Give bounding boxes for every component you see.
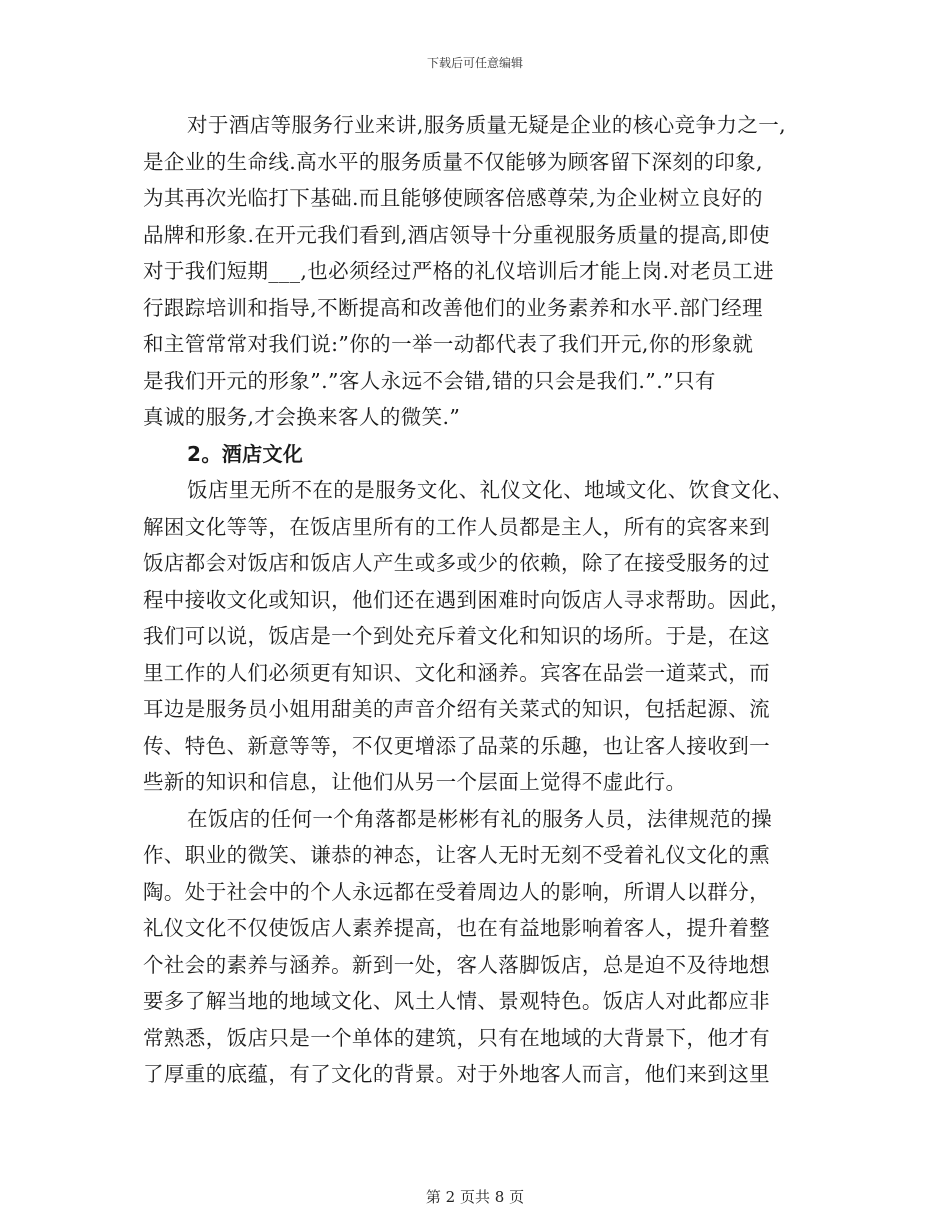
- paragraph-service-quality: [143, 107, 813, 436]
- text-line: 了厚重的底蕴，有了文化的背景。对于外地客人而言，他们来到这里: [143, 1062, 770, 1086]
- text-line: 是我们开元的形象”.”客人永远不会错,错的只会是我们.”.”只有: [143, 368, 716, 393]
- text-line: 作、职业的微笑、谦恭的神态，让客人无时无刻不受着礼仪文化的熏: [143, 843, 770, 867]
- text-line: 耳边是服务员小姐用甜美的声音介绍有关菜式的知识，包括起源、流: [143, 697, 770, 721]
- text-line: 是企业的生命线.高水平的服务质量不仅能够为顾客留下深刻的印象,: [143, 149, 763, 174]
- text-line: 和主管常常对我们说:”你的一举一动都代表了我们开元,你的形象就: [143, 332, 754, 356]
- text-line: 程中接收文化或知识，他们还在遇到困难时向饭店人寻求帮助。因此，: [143, 587, 791, 612]
- text-line: 在饭店的任何一个角落都是彬彬有礼的服务人员，法律规范的操: [187, 806, 773, 831]
- text-line: 里工作的人们必须更有知识、文化和涵养。宾客在品尝一道菜式，而: [143, 660, 770, 685]
- text-line: 常熟悉，饭店只是一个单体的建筑，只有在地域的大背景下，他才有: [143, 1025, 770, 1050]
- text-line: 我们可以说，饭店是一个到处充斥着文化和知识的场所。于是，在这: [143, 624, 770, 648]
- text-line: 行跟踪培训和指导,不断提高和改善他们的业务素养和水平.部门经理: [143, 295, 763, 320]
- section-heading: 2。酒店文化: [187, 441, 304, 466]
- text-line: 陶。处于社会中的个人永远都在受着周边人的影响，所谓人以群分，: [143, 879, 770, 904]
- text-line: 个社会的素养与涵养。新到一处，客人落脚饭店，总是迫不及待地想: [143, 952, 770, 977]
- page-header: 下载后可任意编辑: [426, 56, 523, 70]
- page-number: 第 2 页共 8 页: [425, 1188, 525, 1206]
- text-line: 真诚的服务,才会换来客人的微笑.”: [143, 405, 461, 429]
- text-line: 对于酒店等服务行业来讲,服务质量无疑是企业的核心竞争力之一,: [187, 113, 787, 137]
- text-line: 传、特色、新意等等，不仅更增添了品菜的乐趣，也让客人接收到一: [143, 733, 770, 758]
- text-line: 礼仪文化不仅使饭店人素养提高，也在有益地影响着客人，提升着整: [143, 916, 770, 940]
- text-line: 对于我们短期___,也必须经过严格的礼仪培训后才能上岗.对老员工进: [143, 259, 774, 283]
- text-line: 要多了解当地的地域文化、风土人情、景观特色。饭店人对此都应非: [143, 989, 770, 1013]
- text-line: 些新的知识和信息，让他们从另一个层面上觉得不虚此行。: [143, 770, 687, 794]
- text-line: 品牌和形象.在开元我们看到,酒店领导十分重视服务质量的提高,即使: [143, 222, 770, 247]
- document-body: [143, 107, 813, 1093]
- paragraph-hotel-culture: [143, 472, 813, 801]
- paragraph-etiquette-culture: [143, 801, 813, 1093]
- text-line: 解困文化等等，在饭店里所有的工作人员都是主人，所有的宾客来到: [143, 514, 770, 539]
- text-line: 饭店都会对饭店和饭店人产生或多或少的依赖，除了在接受服务的过: [143, 551, 770, 575]
- text-line: 饭店里无所不在的是服务文化、礼仪文化、地域文化、饮食文化、: [187, 478, 794, 502]
- text-line: 为其再次光临打下基础.而且能够使顾客倍感尊荣,为企业树立良好的: [143, 186, 763, 210]
